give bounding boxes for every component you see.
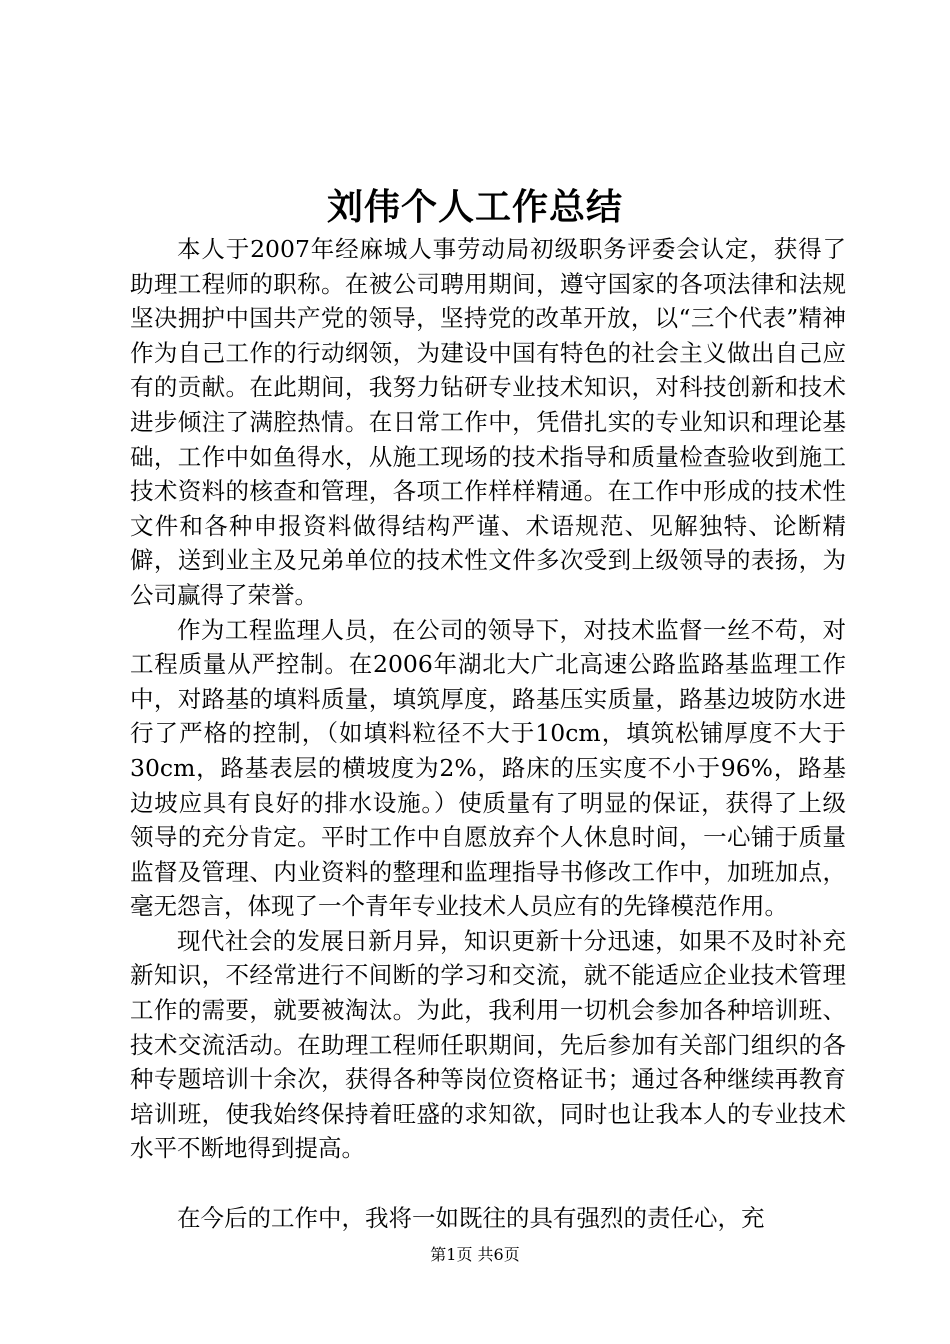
document-body [130,232,846,1235]
paragraph-4: 在今后的工作中，我将一如既往的具有强烈的责任心，充 [177,1203,765,1232]
paragraph-2: 作为工程监理人员，在公司的领导下，对技术监督一丝不苟，对工程质量从严控制。在2006年湖北大广北高速公路监路基监理工作中，对路基的填料质量，填筑厚度，路基压实质量，路基边坡防水进行了严格的控制，（如填料粒径不大于10cm，填筑松铺厚度不大于30cm，路基表层的横坡度为2%，路床的压实度不小于96%，路基边坡应具有良好的排水设施。）使质量有了明显的保证，获得了上级领导的充分肯定。平时工作中自愿放弃个人休息时间，一心铺于质量监督及管理、内业资料的整理和监理指导书修改工作中，加班加点，毫无怨言，体现了一个青年专业技术人员应有的先锋模范作用。 [130,615,846,921]
paragraph-3: 现代社会的发展日新月异，知识更新十分迅速，如果不及时补充新知识，不经常进行不间断的学习和交流，就不能适应企业技术管理工作的需要，就要被淘汰。为此，我利用一切机会参加各种培训班、技术交流活动。在助理工程师任职期间，先后参加有关部门组织的各种专题培训十余次，获得各种等岗位资格证书；通过各种继续再教育培训班，使我始终保持着旺盛的求知欲，同时也让我本人的专业技术水平不断地得到提高。 [130,926,846,1163]
document-title: 刘伟个人工作总结 [326,186,623,228]
page-number-footer: 第1页 共6页 [430,1245,520,1264]
paragraph-1: 本人于2007年经麻城人事劳动局初级职务评委会认定，获得了助理工程师的职称。在被公司聘用期间，遵守国家的各项法律和法规坚决拥护中国共产党的领导，坚持党的改革开放，以“三个代表”精神作为自己工作的行动纲领，为建设中国有特色的社会主义做出自己应有的贡献。在此期间，我努力钻研专业技术知识，对科技创新和技术进步倾注了满腔热情。在日常工作中，凭借扎实的专业知识和理论基础，工作中如鱼得水，从施工现场的技术指导和质量检查验收到施工技术资料的核查和管理，各项工作样样精通。在工作中形成的技术性文件和各种申报资料做得结构严谨、术语规范、见解独特、论断精僻，送到业主及兄弟单位的技术性文件多次受到上级领导的表扬，为公司赢得了荣誉。 [130,235,846,609]
